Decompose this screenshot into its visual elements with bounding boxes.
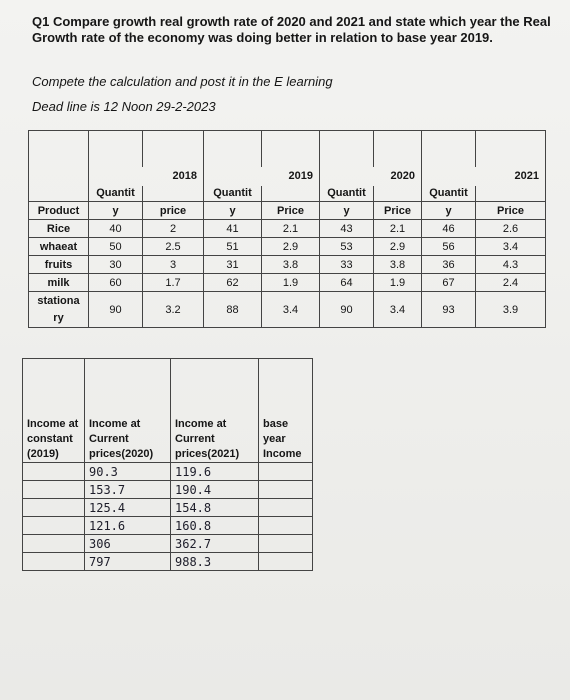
year-2021-header: 2021: [514, 170, 539, 182]
table-row: whaeat 50 2.5 51 2.9 53 2.9 56 3.4: [29, 238, 546, 256]
year-2019-header: 2019: [288, 170, 313, 182]
table-row: stationa ry 90 3.2 88 3.4 90 3.4 93 3.9: [29, 292, 546, 328]
base-year-income-header: base year Income: [259, 359, 313, 463]
income-current-2020-header: Income at Current prices(2020): [85, 359, 171, 463]
table-row: 90.3 119.6: [23, 463, 313, 481]
quantity-header-suffix: y: [320, 202, 374, 220]
price-quantity-table: [28, 130, 546, 328]
deadline-text: Dead line is 12 Noon 29-2-2023: [32, 99, 216, 114]
table-row: fruits 30 3 31 3.8 33 3.8 36 4.3: [29, 256, 546, 274]
table-row: Rice 40 2 41 2.1 43 2.1 46 2.6: [29, 220, 546, 238]
quantity-header: Quantit: [422, 186, 476, 202]
income-constant-header: Income at constant (2019): [23, 359, 85, 463]
table-row: 306 362.7: [23, 535, 313, 553]
table-row: 125.4 154.8: [23, 499, 313, 517]
question-text: Q1 Compare growth real growth rate of 2020 and 2021 and state which year the Real Growth rate of the economy was doing better in relation to base year 2019.: [32, 14, 551, 45]
table-row: 797 988.3: [23, 553, 313, 571]
quantity-header-suffix: y: [204, 202, 262, 220]
price-header: Price: [262, 202, 320, 220]
table-row: 121.6 160.8: [23, 517, 313, 535]
table-row: milk 60 1.7 62 1.9 64 1.9 67 2.4: [29, 274, 546, 292]
quantity-header-suffix: y: [422, 202, 476, 220]
instruction-text: Compete the calculation and post it in the E learning: [32, 74, 333, 89]
price-header: Price: [374, 202, 422, 220]
table-row: 153.7 190.4: [23, 481, 313, 499]
product-header: Product: [29, 202, 89, 220]
quantity-header-suffix: y: [89, 202, 143, 220]
quantity-header: Quantit: [204, 186, 262, 202]
price-header: Price: [476, 202, 546, 220]
quantity-header: Quantit: [320, 186, 374, 202]
year-2020-header: 2020: [390, 170, 415, 182]
income-current-2021-header: Income at Current prices(2021): [171, 359, 259, 463]
price-header: price: [143, 202, 204, 220]
year-2018-header: 2018: [172, 170, 197, 182]
quantity-header: Quantit: [89, 186, 143, 202]
income-table: [22, 358, 313, 571]
